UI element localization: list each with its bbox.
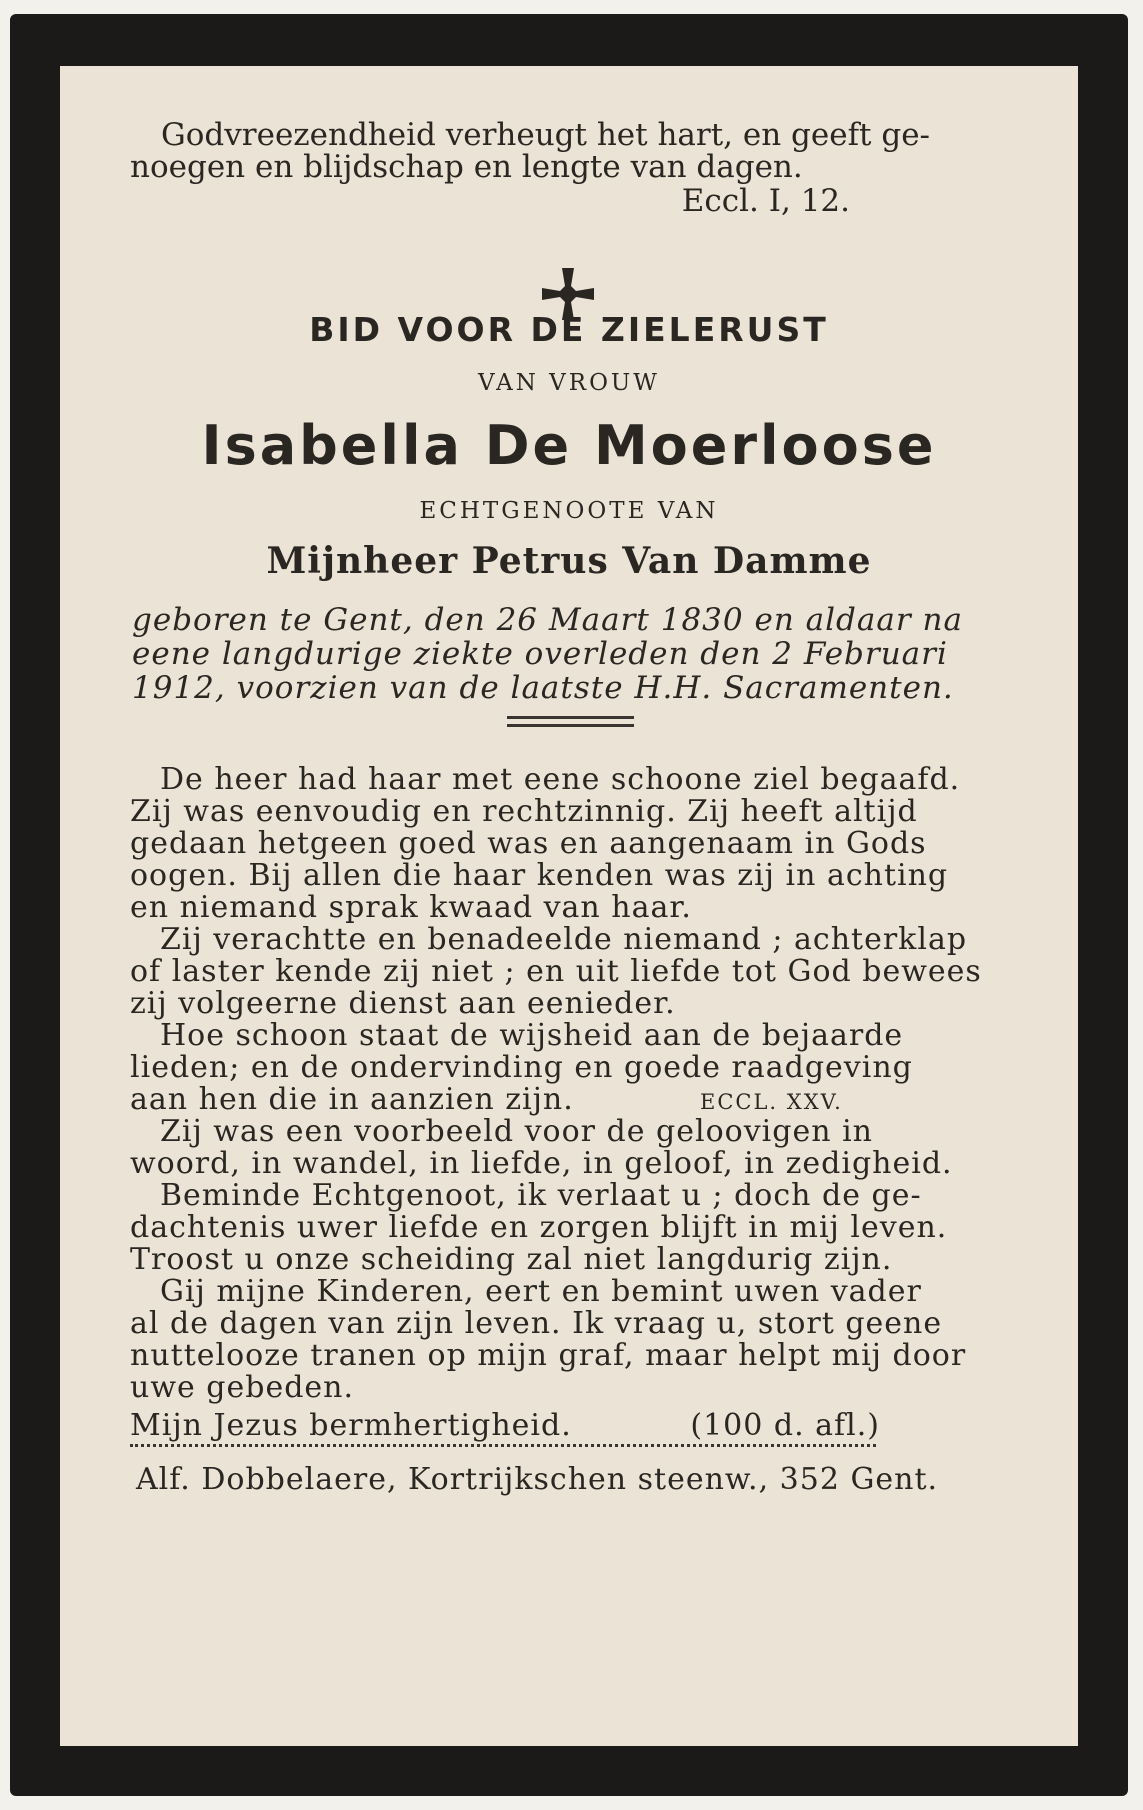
body-line: Zij verachtte en benadeelde niemand ; achterklap bbox=[160, 922, 968, 957]
heading: BID VOOR DE ZIELERUST bbox=[309, 310, 829, 349]
body-line: uwe gebeden. bbox=[130, 1370, 355, 1405]
body-line: Gij mijne Kinderen, eert en bemint uwen vader bbox=[160, 1274, 922, 1309]
van-vrouw-label: VAN VROUW bbox=[478, 370, 660, 396]
body-line: of laster kende zij niet ; en uit liefde tot God bewees bbox=[130, 954, 982, 989]
body-line: Beminde Echtgenoot, ik verlaat u ; doch de ge- bbox=[160, 1178, 922, 1213]
body-line: zij volgeerne dienst aan eenieder. bbox=[130, 986, 676, 1021]
body-line: Zij was een voorbeeld voor de geloovigen in bbox=[160, 1114, 873, 1149]
mourning-card bbox=[60, 66, 1078, 1746]
quote-line-2: noegen en blijdschap en lengte van dagen. bbox=[130, 149, 803, 185]
birth-line-3: 1912, voorzien van de laatste H.H. Sacramenten. bbox=[132, 670, 954, 706]
body-line: Zij was eenvoudig en rechtzinnig. Zij heeft altijd bbox=[130, 794, 918, 829]
quote-reference: Eccl. I, 12. bbox=[681, 183, 850, 219]
deceased-name: Isabella De Moerloose bbox=[201, 414, 937, 477]
scripture-reference: ECCL. XXV. bbox=[700, 1090, 843, 1114]
body-line: oogen. Bij allen die haar kenden was zij in achting bbox=[130, 858, 949, 893]
body-line: en niemand sprak kwaad van haar. bbox=[130, 890, 692, 925]
husband-name: Mijnheer Petrus Van Damme bbox=[266, 540, 872, 582]
body-line: woord, in wandel, in liefde, in geloof, in zedigheid. bbox=[130, 1146, 953, 1181]
birth-line-2: eene langdurige ziekte overleden den 2 Februari bbox=[132, 636, 948, 672]
prayer: Mijn Jezus bermhertigheid. bbox=[130, 1408, 572, 1443]
double-rule-bottom bbox=[507, 724, 634, 727]
body-line: dachtenis uwer liefde en zorgen blijft in mij leven. bbox=[130, 1210, 948, 1245]
body-line: aan hen die in aanzien zijn. bbox=[130, 1082, 574, 1117]
mourning-card-border bbox=[10, 14, 1128, 1796]
birth-line-1: geboren te Gent, den 26 Maart 1830 en aldaar na bbox=[132, 602, 963, 638]
body-line: Hoe schoon staat de wijsheid aan de bejaarde bbox=[160, 1018, 904, 1053]
indulgence: (100 d. afl.) bbox=[690, 1408, 880, 1443]
quote-line-1: Godvreezendheid verheugt het hart, en geeft ge- bbox=[161, 117, 931, 153]
dotted-divider bbox=[130, 1444, 876, 1447]
printer-line: Alf. Dobbelaere, Kortrijkschen steenw., 352 Gent. bbox=[136, 1462, 939, 1497]
body-line: Troost u onze scheiding zal niet langdurig zijn. bbox=[130, 1242, 893, 1277]
echtgenoote-label: ECHTGENOOTE VAN bbox=[419, 498, 719, 524]
body-line: nuttelooze tranen op mijn graf, maar helpt mij door bbox=[130, 1338, 967, 1373]
body-line: De heer had haar met eene schoone ziel begaafd. bbox=[160, 762, 961, 797]
double-rule-top bbox=[507, 716, 634, 719]
body-line: lieden; en de ondervinding en goede raadgeving bbox=[130, 1050, 913, 1085]
body-line: al de dagen van zijn leven. Ik vraag u, stort geene bbox=[130, 1306, 943, 1341]
body-line: gedaan hetgeen goed was en aangenaam in Gods bbox=[130, 826, 927, 861]
